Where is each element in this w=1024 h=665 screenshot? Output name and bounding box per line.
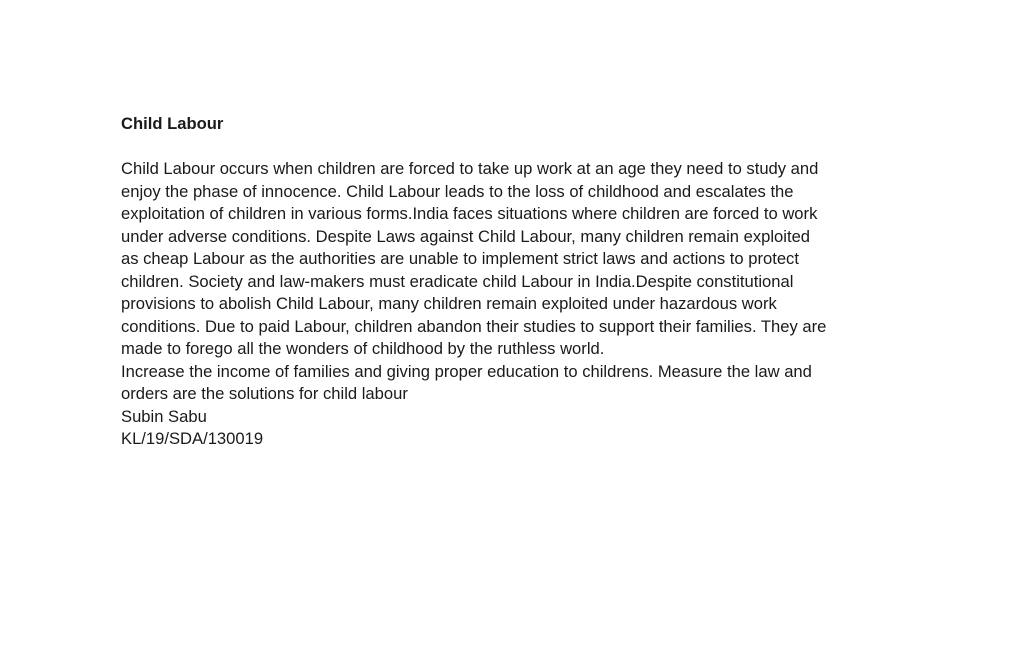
- body-line: children. Society and law-makers must eradicate child Labour in India.Despite constitutional: [121, 271, 794, 291]
- body-line: conditions. Due to paid Labour, children abandon their studies to support their families. They are: [121, 316, 827, 336]
- body-line: exploitation of children in various forms.India faces situations where children are forced to work: [121, 204, 818, 223]
- body-line: under adverse conditions. Despite Laws against Child Labour, many children remain exploited: [121, 226, 811, 246]
- solution-paragraph: [121, 361, 921, 406]
- author-id: KL/19/SDA/130019: [121, 429, 264, 448]
- body-line: made to forego all the wonders of childhood by the ruthless world.: [121, 339, 605, 358]
- body-line: as cheap Labour as the authorities are unable to implement strict laws and actions to protect: [121, 249, 799, 268]
- title-spacer: [121, 136, 921, 159]
- body-line: provisions to abolish Child Labour, many children remain exploited under hazardous work: [121, 294, 777, 313]
- author-name: Subin Sabu: [121, 406, 207, 426]
- solution-line: orders are the solutions for child labour: [121, 384, 408, 403]
- solution-line: Increase the income of families and giving proper education to childrens. Measure the law and: [121, 361, 812, 381]
- body-paragraph: [121, 158, 921, 361]
- body-line: enjoy the phase of innocence. Child Labour leads to the loss of childhood and escalates the: [121, 181, 794, 201]
- document-content: [121, 113, 921, 451]
- body-line: Child Labour occurs when children are forced to take up work at an age they need to study and: [121, 159, 819, 178]
- document-title: Child Labour: [121, 114, 224, 133]
